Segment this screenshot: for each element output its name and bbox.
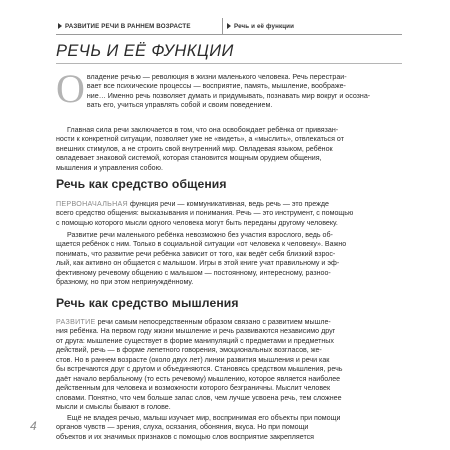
- text-line: внешних стимулов, а не строить свой внутренний мир. Овладевая языком, ребёнок: [56, 144, 333, 153]
- text-line: ние… Именно речь позволяет думать и придумывать, познавать мир вокруг и осозна-: [86, 91, 371, 100]
- section-thinking-paragraph: [56, 318, 402, 413]
- text-line: ности к конкретной ситуации, позволяет уже не «видеть», а «мыслить», отвлекаться от: [56, 135, 344, 144]
- running-header: [56, 18, 402, 35]
- text-line: вать его, учиться управлять собой и своим поведением.: [86, 101, 273, 110]
- running-header-right: [222, 18, 402, 34]
- body-paragraph: [56, 126, 402, 173]
- text-line: объектов и их значимых признаков с помощью слов восприятие закрепляется: [56, 432, 315, 441]
- text-line: мысли и смыслы бывают в голове.: [56, 403, 171, 412]
- text-line: речи самым непосредственным образом связано с развитием мышле-: [95, 318, 331, 326]
- page-number: 4: [30, 419, 37, 433]
- text-line: действий, речь — в форме лепетного говорения, эмоциональных возгласов, же-: [56, 346, 322, 355]
- arrow-right-icon: [58, 23, 62, 29]
- text-line: органов чувств — зрения, слуха, осязания, обоняния, вкуса. Но при помощи: [56, 423, 309, 432]
- text-line: понимать, что развитие речи ребёнка зависит от того, как ведёт себя близкий взрос-: [56, 249, 336, 258]
- text-line: даёт начало вербальному (то есть речевому) мышлению, которое является наиболее: [56, 374, 341, 383]
- text-line: Главная сила речи заключается в том, что она освобождает ребёнка от привязан-: [67, 126, 339, 134]
- text-line: бы встречаются друг с другом и объединяются. Становясь средством мышления, речь: [56, 365, 343, 374]
- section-title-thinking: Речь как средство мышления: [56, 296, 239, 310]
- arrow-right-icon: [227, 23, 231, 29]
- running-header-section: РАЗВИТИЕ РЕЧИ В РАННЕМ ВОЗРАСТЕ: [65, 22, 191, 30]
- section-thinking-paragraph-2: [56, 414, 402, 442]
- text-line: бразному, но при этом непринуждённому.: [56, 278, 194, 287]
- chapter-divider: [56, 63, 402, 64]
- text-line: вает все психические процессы — восприятие, память, мышление, воображе-: [86, 82, 346, 91]
- text-line: стов. Но в раннем возрасте (около двух лет) линии развития мышления и речи как: [56, 355, 330, 364]
- text-line: действенным для человека и возможности которого безграничны. Мыслит человек: [56, 384, 331, 393]
- text-line: Развитие речи маленького ребёнка невозможно без участия взрослого, ведь об-: [67, 231, 333, 239]
- text-line: Ещё не владея речью, малыш изучает мир, воспринимая его объекты при помощи: [67, 414, 341, 422]
- text-line: владение речью — революция в жизни маленького человека. Речь перестраи-: [86, 73, 347, 81]
- text-line: мышления и управления собою.: [56, 163, 163, 172]
- text-line: щается ребёнок с ним. Только в социальной ситуации «от человека к человеку». Важно: [56, 240, 347, 249]
- section-title-communication: Речь как средство общения: [56, 177, 227, 191]
- section-communication-paragraph-2: [56, 231, 402, 288]
- lead-word: ПЕРВОНАЧАЛЬНАЯ: [56, 200, 128, 208]
- chapter-title: РЕЧЬ И ЕЁ ФУНКЦИИ: [56, 42, 234, 60]
- running-header-left: [56, 18, 222, 34]
- text-line: лый, как активно он общается с малышом. Игры в этой книге учат правильному и эф-: [56, 259, 340, 268]
- section-communication-paragraph: [56, 200, 402, 228]
- text-line: овладевает знаковой системой, которая становится мощным орудием общения,: [56, 154, 322, 163]
- lead-word: РАЗВИТИЕ: [56, 318, 96, 326]
- running-header-chapter: Речь и её функции: [234, 22, 295, 30]
- text-line: всего средство общения: высказывания и понимания. Речь — это инструмент, с помощью: [56, 209, 354, 218]
- text-line: с помощью которого мысли одного человека могут быть переданы другому человеку.: [56, 218, 338, 227]
- text-line: от друга: мышление существует в форме манипуляций с предметами и предметных: [56, 336, 334, 345]
- intro-paragraph: [56, 66, 402, 111]
- text-line: функция речи — коммуникативная, ведь речь — это прежде: [127, 200, 329, 208]
- drop-cap: О: [56, 66, 85, 111]
- text-line: ния ребёнка. На первом году жизни мышление и речь развиваются независимо друг: [56, 327, 336, 336]
- text-line: словами. Понятно, что чем больше запас слов, чем лучше усвоена речь, тем сложнее: [56, 393, 342, 402]
- text-line: фективному речевому общению с малышом — постоянному, интересному, разноо-: [56, 268, 331, 277]
